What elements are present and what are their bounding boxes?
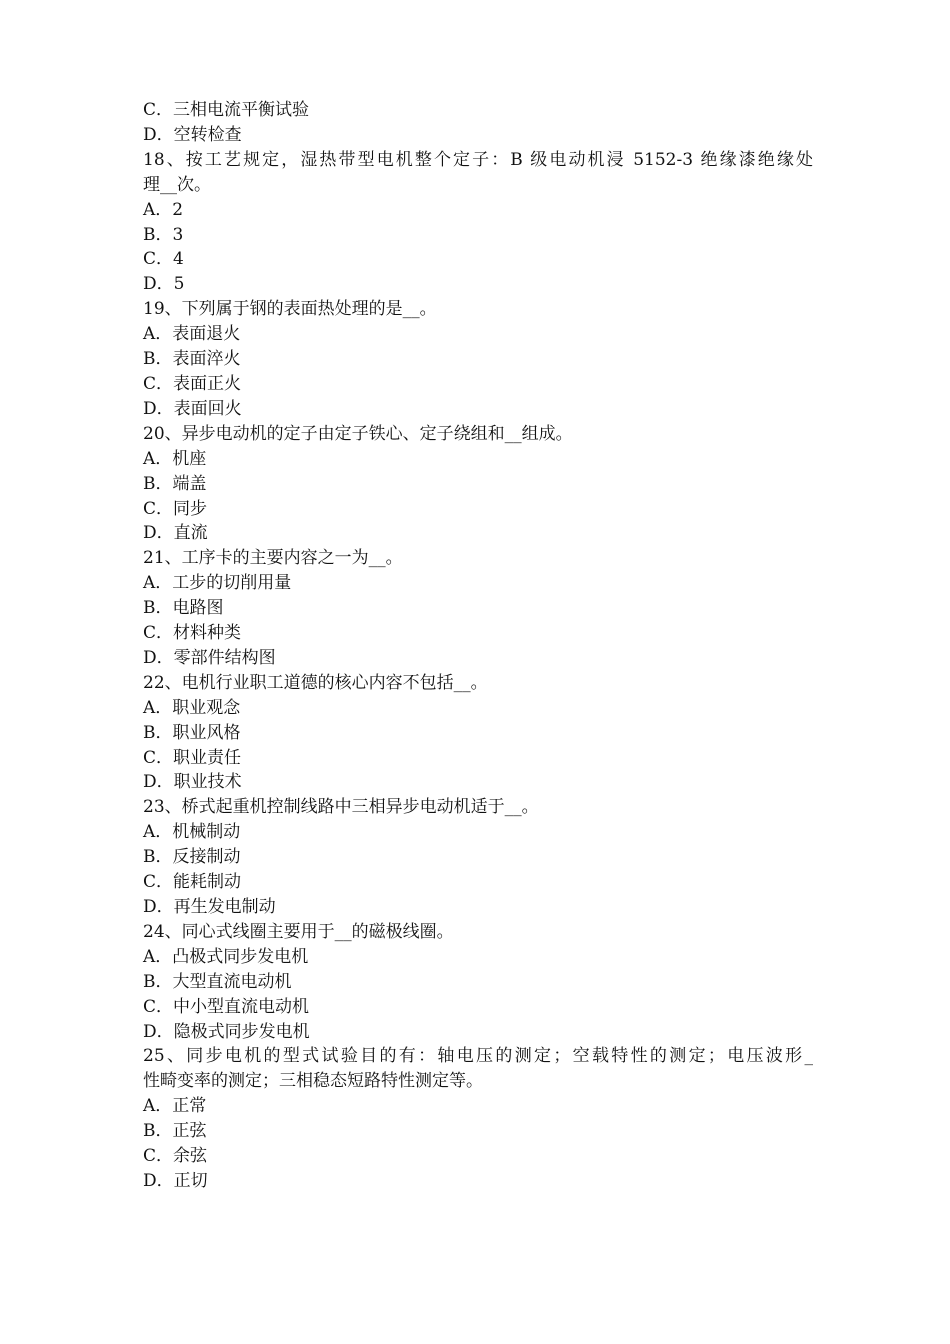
option-line: D．直流 [143, 523, 208, 544]
option-line: B．3 [143, 224, 184, 245]
option-line: C．余弦 [143, 1146, 208, 1167]
option-line: C．能耗制动 [143, 872, 242, 893]
question-22: 22、电机行业职工道德的核心内容不包括__。 [143, 672, 488, 693]
question-21: 21、工序卡的主要内容之一为__。 [143, 548, 403, 569]
option-line: B．电路图 [143, 598, 224, 619]
question-19: 19、下列属于钢的表面热处理的是__。 [143, 299, 437, 320]
option-line: C．同步 [143, 498, 208, 519]
option-line: C．中小型直流电动机 [143, 996, 310, 1017]
question-24: 24、同心式线圈主要用于__的磁极线圈。 [143, 921, 454, 942]
option-line: B．大型直流电动机 [143, 971, 292, 992]
option-line: D．空转检查 [143, 124, 242, 145]
option-line: C．材料种类 [143, 623, 242, 644]
option-line: A．机械制动 [143, 822, 241, 843]
option-line: A．2 [143, 199, 184, 220]
option-line: D．5 [143, 274, 185, 295]
option-line: D．零部件结构图 [143, 647, 276, 668]
question-25-line-2: 性畸变率的测定；三相稳态短路特性测定等。 [143, 1071, 483, 1092]
question-18-line-1: 18、按工艺规定，湿热带型电机整个定子：B 级电动机浸 5152-3 绝缘漆绝缘处 [143, 149, 813, 170]
option-line: D．表面回火 [143, 398, 242, 419]
option-line: A．正常 [143, 1096, 207, 1117]
option-line: A．凸极式同步发电机 [143, 946, 309, 967]
option-line: C．4 [143, 249, 184, 270]
question-18-line-2: 理__次。 [143, 174, 211, 195]
question-20: 20、异步电动机的定子由定子铁心、定子绕组和__组成。 [143, 423, 573, 444]
option-line: B．职业风格 [143, 722, 241, 743]
question-25-line-1: 25、同步电机的型式试验目的有：轴电压的测定；空载特性的测定；电压波形_ [143, 1046, 813, 1067]
question-list [143, 98, 813, 1194]
option-line: D．职业技术 [143, 772, 242, 793]
option-line: B．反接制动 [143, 847, 241, 868]
option-line: A．机座 [143, 448, 207, 469]
option-line: B．正弦 [143, 1121, 207, 1142]
option-line: D．再生发电制动 [143, 897, 276, 917]
option-line: C．三相电流平衡试验 [143, 100, 310, 120]
question-23: 23、桥式起重机控制线路中三相异步电动机适于__。 [143, 797, 539, 818]
option-line: B．表面淬火 [143, 349, 241, 370]
option-line: D．正切 [143, 1170, 208, 1191]
option-line: C．职业责任 [143, 747, 242, 768]
option-line: C．表面正火 [143, 373, 242, 394]
option-line: A．表面退火 [143, 324, 241, 345]
option-line: A．工步的切削用量 [143, 573, 292, 594]
option-line: A．职业观念 [143, 697, 241, 718]
option-line: D．隐极式同步发电机 [143, 1021, 310, 1042]
option-line: B．端盖 [143, 473, 207, 494]
